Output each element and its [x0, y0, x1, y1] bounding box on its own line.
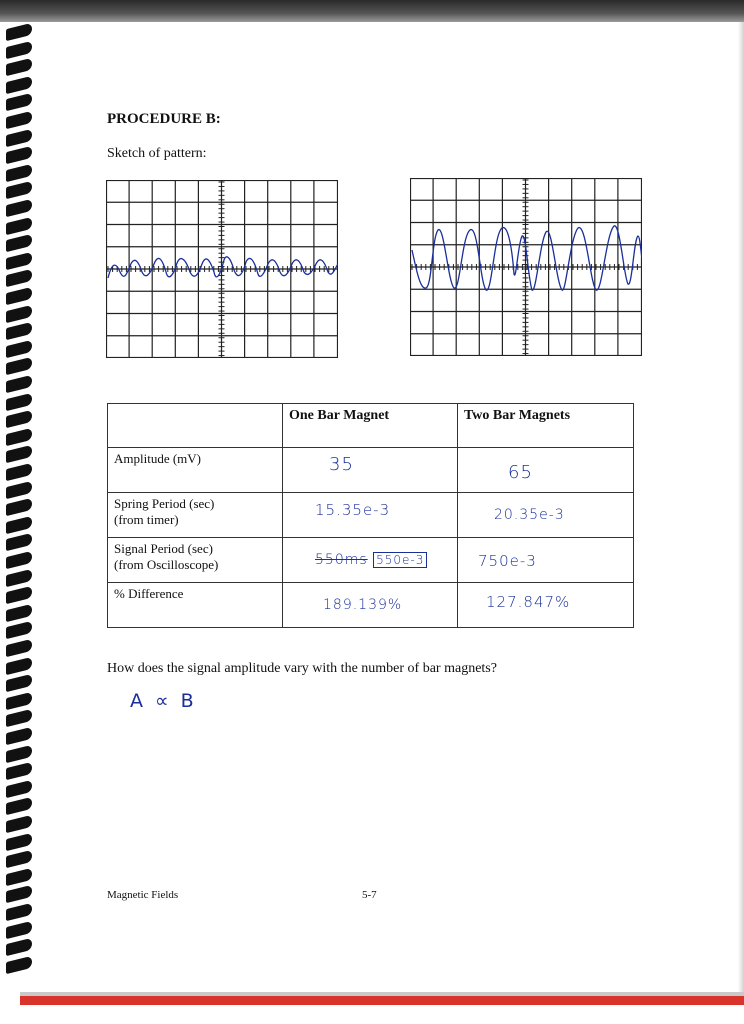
question-text: How does the signal amplitude vary with the number of bar magnets?: [107, 661, 497, 676]
spiral-coil: [6, 304, 32, 322]
table-row: [108, 583, 634, 628]
table-row: [108, 493, 634, 538]
page-bottom-edge: [0, 992, 744, 1024]
spiral-coil: [6, 58, 32, 76]
spiral-coil: [6, 516, 32, 534]
row-label: Spring Period (sec) (from timer): [108, 493, 283, 538]
spiral-coil: [6, 780, 32, 798]
spiral-coil: [6, 920, 32, 938]
spiral-coil: [6, 111, 32, 129]
spiral-coil: [6, 392, 32, 410]
table-row: [108, 448, 634, 493]
spiral-coil: [6, 128, 32, 146]
spiral-coil: [6, 709, 32, 727]
spiral-coil: [6, 410, 32, 428]
row-label: Amplitude (mV): [108, 448, 283, 493]
header-cell-blank: [108, 404, 283, 448]
signal-trace: [412, 226, 642, 290]
spiral-coil: [6, 428, 32, 446]
spiral-coil: [6, 639, 32, 657]
header-cell-two-bar: Two Bar Magnets: [458, 404, 634, 448]
two-bar-value: 750e-3: [458, 538, 634, 583]
spiral-coil: [6, 322, 32, 340]
one-bar-value: [283, 538, 458, 583]
spiral-coil: [6, 885, 32, 903]
spiral-coil: [6, 692, 32, 710]
two-bar-value: 65: [458, 448, 634, 493]
spiral-coil: [6, 216, 32, 234]
spiral-coil: [6, 797, 32, 815]
spiral-coil: [6, 287, 32, 305]
spiral-coil: [6, 850, 32, 868]
spiral-coil: [6, 586, 32, 604]
spiral-coil: [6, 815, 32, 833]
spiral-coil: [6, 832, 32, 850]
row-label: % Difference: [108, 583, 283, 628]
spiral-coil: [6, 340, 32, 358]
one-bar-value: 189.139%: [283, 583, 458, 628]
spiral-coil: [6, 93, 32, 111]
spiral-coil: [6, 656, 32, 674]
spiral-coil: [6, 375, 32, 393]
value-struck: 550ms: [315, 552, 368, 568]
procedure-heading: PROCEDURE B:: [107, 111, 221, 127]
spiral-coil: [6, 498, 32, 516]
spiral-coil: [6, 199, 32, 217]
spiral-coil: [6, 480, 32, 498]
table-row: [108, 538, 634, 583]
spiral-coil: [6, 938, 32, 956]
binding-red-strip: [20, 996, 744, 1005]
footer-section-title: Magnetic Fields: [107, 889, 179, 901]
spiral-coil: [6, 40, 32, 58]
one-bar-value: 15.35e-3: [283, 493, 458, 538]
page-right-edge: [738, 22, 744, 992]
two-bar-value: 20.35e-3: [458, 493, 634, 538]
spiral-coil: [6, 269, 32, 287]
results-table: [107, 403, 634, 628]
one-bar-value: 35: [283, 448, 458, 493]
spiral-coil: [6, 357, 32, 375]
spiral-coil: [6, 551, 32, 569]
spiral-coil: [6, 727, 32, 745]
spiral-coil: [6, 234, 32, 252]
spiral-coil: [6, 76, 32, 94]
spiral-coil: [6, 568, 32, 586]
spiral-coil: [6, 533, 32, 551]
spiral-coil: [6, 903, 32, 921]
spiral-binding: [0, 26, 36, 986]
spiral-coil: [6, 181, 32, 199]
spiral-coil: [6, 604, 32, 622]
oscilloscope-sketch-two-magnets: [410, 178, 642, 356]
footer-page-number: 5-7: [362, 889, 377, 901]
value-boxed: 550e-3: [373, 552, 427, 568]
spiral-coil: [6, 146, 32, 164]
spiral-coil: [6, 164, 32, 182]
spiral-coil: [6, 252, 32, 270]
sketch-label: Sketch of pattern:: [107, 146, 207, 161]
page-top-edge: [0, 0, 744, 22]
spiral-coil: [6, 463, 32, 481]
header-cell-one-bar: One Bar Magnet: [283, 404, 458, 448]
spiral-coil: [6, 744, 32, 762]
row-label: Signal Period (sec) (from Oscilloscope): [108, 538, 283, 583]
spiral-coil: [6, 445, 32, 463]
oscilloscope-sketch-one-magnet: [106, 180, 338, 358]
spiral-coil: [6, 956, 32, 974]
spiral-coil: [6, 674, 32, 692]
table-header-row: [108, 404, 634, 448]
spiral-coil: [6, 621, 32, 639]
handwritten-answer: A ∝ B: [130, 690, 197, 712]
spiral-coil: [6, 868, 32, 886]
spiral-coil: [6, 762, 32, 780]
two-bar-value: 127.847%: [458, 583, 634, 628]
scope-grid: [410, 178, 642, 356]
spiral-coil: [6, 23, 32, 41]
